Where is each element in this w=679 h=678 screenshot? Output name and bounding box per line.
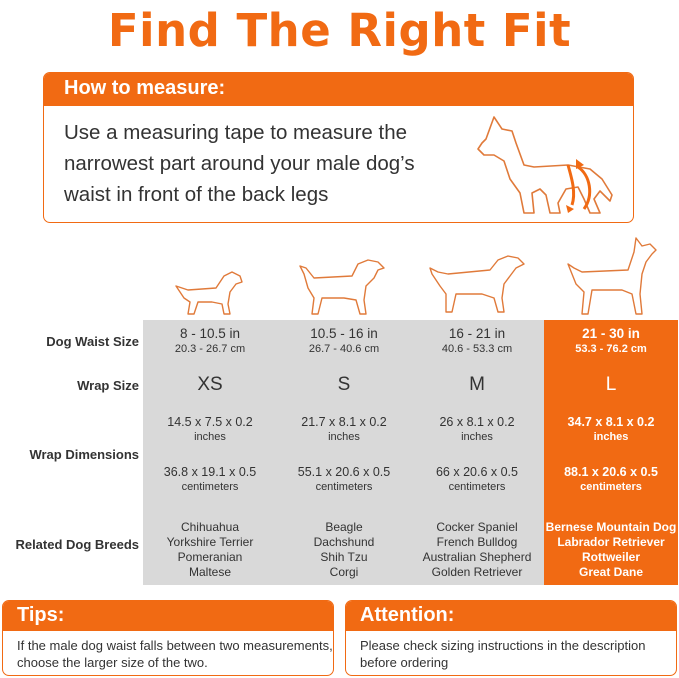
- breed-name: Cocker Spaniel: [436, 520, 518, 534]
- breeds-cell-m: [410, 520, 544, 580]
- breeds-cell-xs: [143, 520, 277, 580]
- waist-in: 8 - 10.5 in: [179, 326, 241, 341]
- waist-cell-s: [277, 326, 411, 356]
- breed-name: French Bulldog: [436, 535, 518, 549]
- how-to-measure-text: Use a measuring tape to measure the narrowest part around your male dog’s waist in front of the back legs: [64, 121, 415, 206]
- waist-cell-l: [544, 326, 678, 356]
- dim-cm-cell-s: [277, 465, 411, 494]
- dog-waist-measure-icon: [472, 109, 622, 221]
- size-label: L: [605, 374, 617, 395]
- how-to-measure-panel: [43, 72, 634, 223]
- dim-cm: 88.1 x 20.6 x 0.5: [564, 465, 658, 479]
- dim-in-cell-m: [410, 415, 544, 444]
- breed-name: Dachshund: [313, 535, 375, 549]
- tips-heading: Tips:: [3, 601, 333, 631]
- size-cell-s: [277, 374, 411, 396]
- row-label-dimensions: Wrap Dimensions: [29, 447, 139, 462]
- breed-name: Golden Retriever: [431, 565, 523, 579]
- attention-panel: [345, 600, 677, 676]
- waist-in: 21 - 30 in: [582, 326, 640, 341]
- dim-in-cell-xs: [143, 415, 277, 444]
- row-label-wrap-size: Wrap Size: [77, 378, 139, 393]
- attention-heading: Attention:: [346, 601, 676, 631]
- large-dog-icon: [428, 250, 528, 316]
- breed-name: Australian Shepherd: [422, 550, 532, 564]
- waist-cm: 53.3 - 76.2 cm: [575, 343, 647, 355]
- breed-name: Chihuahua: [180, 520, 240, 534]
- waist-cell-xs: [143, 326, 277, 356]
- dim-cm-unit: centimeters: [315, 481, 373, 493]
- dim-in-unit: inches: [328, 431, 360, 443]
- waist-cm: 40.6 - 53.3 cm: [441, 343, 513, 355]
- size-label: S: [337, 374, 351, 395]
- breed-name: Rottweiler: [581, 550, 640, 564]
- dim-in-cell-l: [544, 415, 678, 444]
- breed-name: Bernese Mountain Dog: [545, 520, 677, 534]
- dim-cm: 55.1 x 20.6 x 0.5: [297, 465, 391, 479]
- size-label: XS: [197, 374, 223, 395]
- dim-cm-unit: centimeters: [448, 481, 506, 493]
- dim-cm: 36.8 x 19.1 x 0.5: [163, 465, 257, 479]
- waist-in: 10.5 - 16 in: [310, 326, 378, 341]
- breed-name: Beagle: [325, 520, 363, 534]
- dim-in: 34.7 x 8.1 x 0.2: [567, 415, 655, 429]
- how-to-measure-heading: How to measure:: [44, 73, 633, 106]
- breed-name: Maltese: [188, 565, 232, 579]
- dim-in: 14.5 x 7.5 x 0.2: [167, 415, 253, 429]
- dim-cm: 66 x 20.6 x 0.5: [435, 465, 518, 479]
- tips-panel: [2, 600, 334, 676]
- page-title: Find The Right Fit: [107, 4, 572, 57]
- breed-name: Labrador Retriever: [557, 535, 665, 549]
- dim-in: 21.7 x 8.1 x 0.2: [301, 415, 387, 429]
- breed-name: Great Dane: [578, 565, 644, 579]
- breed-name: Yorkshire Terrier: [166, 535, 254, 549]
- dim-cm-cell-l: [544, 465, 678, 494]
- size-cell-xs: [143, 374, 277, 396]
- dim-in-cell-s: [277, 415, 411, 444]
- small-dog-icon: [172, 266, 248, 318]
- dim-in-unit: inches: [461, 431, 493, 443]
- waist-cm: 20.3 - 26.7 cm: [174, 343, 246, 355]
- dim-in-unit: inches: [593, 431, 629, 443]
- size-cell-m: [410, 374, 544, 396]
- waist-cm: 26.7 - 40.6 cm: [308, 343, 380, 355]
- waist-cell-m: [410, 326, 544, 356]
- row-label-breeds: Related Dog Breeds: [15, 537, 139, 552]
- great-dane-icon: [566, 234, 662, 318]
- dim-cm-unit: centimeters: [580, 481, 642, 493]
- attention-text: Please check sizing instructions in the description before ordering: [360, 638, 646, 670]
- dim-cm-cell-m: [410, 465, 544, 494]
- tips-text: If the male dog waist falls between two measurements, choose the larger size of the two.: [17, 638, 333, 670]
- waist-in: 16 - 21 in: [448, 326, 506, 341]
- size-label: M: [469, 374, 485, 395]
- size-cell-l: [544, 374, 678, 396]
- breeds-cell-s: [277, 520, 411, 580]
- row-label-waist: Dog Waist Size: [46, 334, 139, 349]
- dim-cm-cell-xs: [143, 465, 277, 494]
- breed-name: Pomeranian: [177, 550, 243, 564]
- breeds-cell-l: [544, 520, 678, 580]
- dim-cm-unit: centimeters: [181, 481, 239, 493]
- dim-in: 26 x 8.1 x 0.2: [439, 415, 515, 429]
- breed-name: Corgi: [329, 565, 359, 579]
- dim-in-unit: inches: [194, 431, 226, 443]
- breed-name: Shih Tzu: [320, 550, 368, 564]
- medium-dog-icon: [298, 256, 390, 320]
